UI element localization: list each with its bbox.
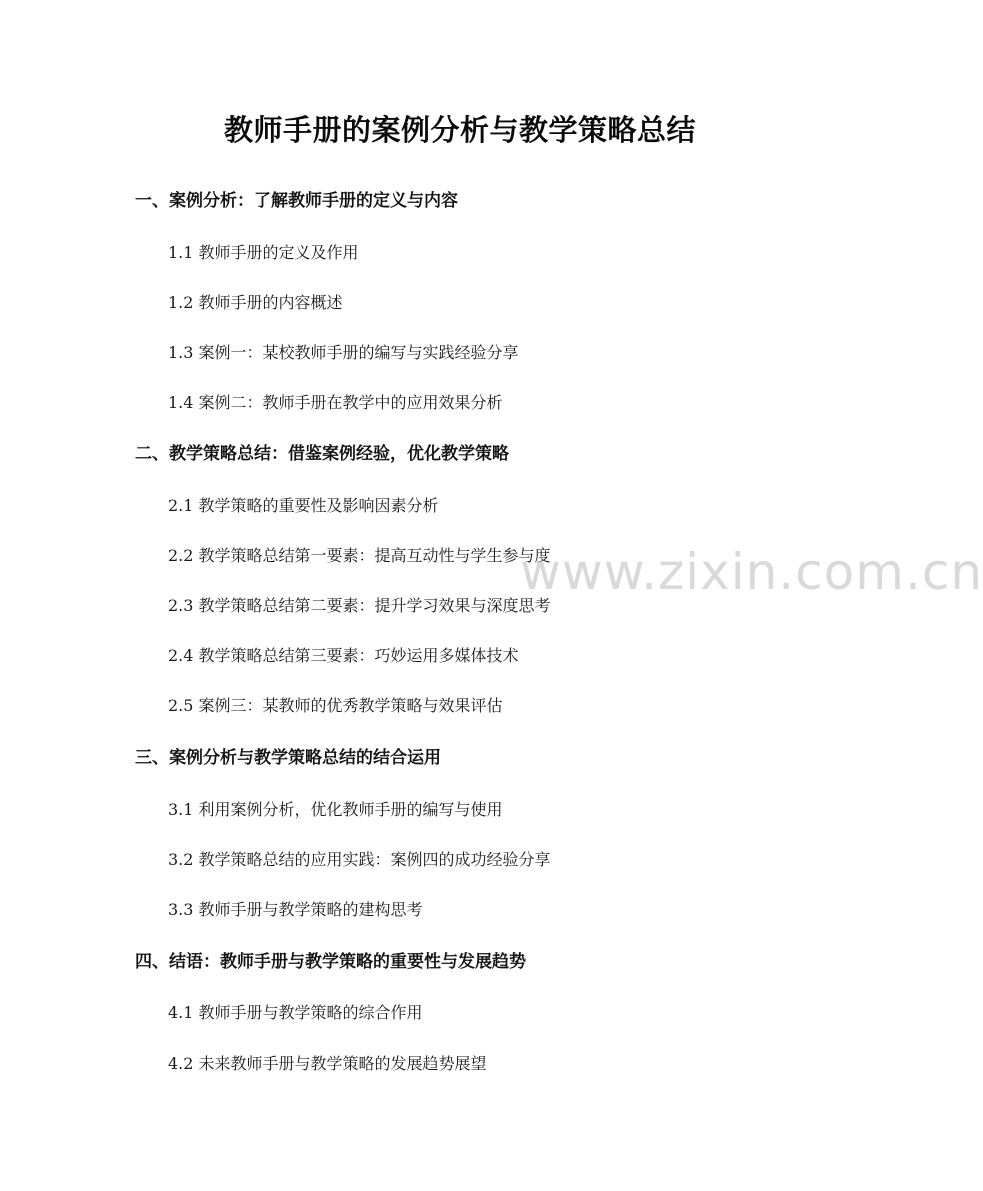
outline-item: 1.3 案例一：某校教师手册的编写与实践经验分享 — [168, 343, 519, 362]
outline-item: 1.2 教师手册的内容概述 — [168, 293, 343, 312]
section-heading: 一、案例分析：了解教师手册的定义与内容 — [135, 191, 458, 211]
outline-item: 2.3 教学策略总结第二要素：提升学习效果与深度思考 — [168, 596, 551, 615]
outline-item: 3.3 教师手册与教学策略的建构思考 — [168, 900, 423, 919]
outline-item: 4.2 未来教师手册与教学策略的发展趋势展望 — [168, 1054, 487, 1073]
watermark: www.zixin.com.cn — [520, 543, 983, 601]
page-title: 教师手册的案例分析与教学策略总结 — [223, 113, 696, 147]
section-heading: 三、案例分析与教学策略总结的结合运用 — [135, 748, 441, 768]
outline-item: 1.4 案例二：教师手册在教学中的应用效果分析 — [168, 393, 503, 412]
outline-item: 1.1 教师手册的定义及作用 — [168, 243, 359, 262]
outline-item: 3.2 教学策略总结的应用实践：案例四的成功经验分享 — [168, 850, 551, 869]
outline-item: 2.2 教学策略总结第一要素：提高互动性与学生参与度 — [168, 546, 551, 565]
outline-item: 3.1 利用案例分析，优化教师手册的编写与使用 — [168, 800, 503, 819]
section-heading: 二、教学策略总结：借鉴案例经验，优化教学策略 — [135, 444, 509, 464]
outline-item: 2.5 案例三：某教师的优秀教学策略与效果评估 — [168, 696, 503, 715]
section-heading: 四、结语：教师手册与教学策略的重要性与发展趋势 — [135, 952, 526, 972]
outline-item: 4.1 教师手册与教学策略的综合作用 — [168, 1003, 423, 1022]
outline-item: 2.1 教学策略的重要性及影响因素分析 — [168, 496, 439, 515]
outline-item: 2.4 教学策略总结第三要素：巧妙运用多媒体技术 — [168, 646, 519, 665]
